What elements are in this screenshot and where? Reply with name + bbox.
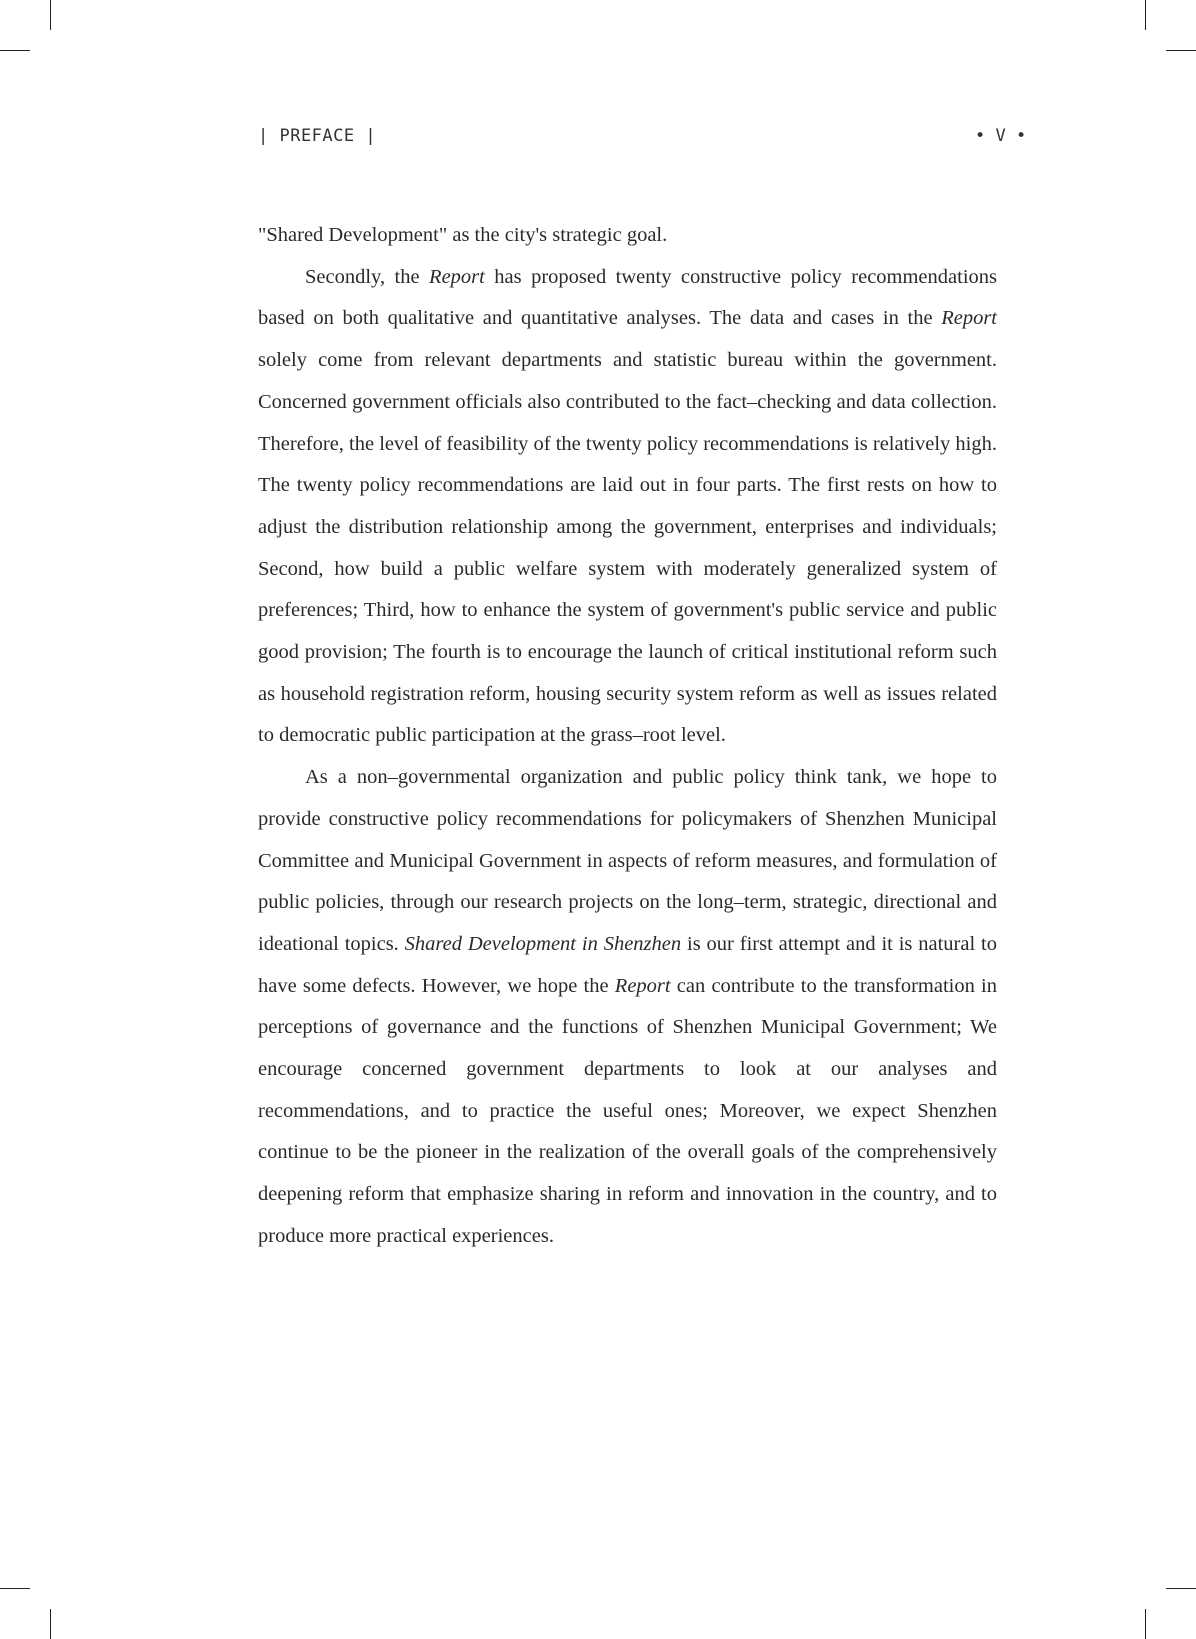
text-run: can contribute to the transformation in perceptions of governance and the functions of Shenzhen Municipal Government; We encourage concerned government departments to look at our analyses and recommendations, and to practice the useful ones; Moreover, we expect Shenzhen continue to be the pioneer in the realization of the overall goals of the comprehensively deepening reform that emphasize sharing in reform and innovation in the country, and to produce more practical experiences. (258, 974, 997, 1247)
crop-mark-top-left-horizontal (0, 50, 30, 51)
body-text (258, 215, 997, 1258)
paragraph-3 (258, 757, 997, 1257)
crop-mark-bottom-left-vertical (50, 1609, 51, 1639)
crop-mark-bottom-left-horizontal (0, 1588, 30, 1589)
text-run: Secondly, the (305, 265, 430, 288)
italic-title: Report (429, 265, 485, 288)
italic-title: Report (941, 307, 997, 330)
crop-mark-bottom-right-horizontal (1166, 1588, 1196, 1589)
crop-mark-top-right-vertical (1145, 0, 1146, 30)
running-head: | PREFACE | (258, 126, 377, 146)
paragraph-2 (258, 257, 997, 757)
page-number: • V • (975, 126, 1027, 146)
text-run: has proposed twenty constructive policy recommendations based on both qualitative and quantitative analyses. The data and cases in the (258, 265, 997, 330)
italic-title: Shared Development in Shenzhen (404, 932, 682, 955)
crop-mark-top-left-vertical (50, 0, 51, 30)
italic-title: Report (614, 974, 671, 997)
crop-mark-top-right-horizontal (1166, 50, 1196, 51)
text-run: is our first attempt and it is natural to have some defects. However, we hope the (258, 932, 997, 997)
text-run: As a non–governmental organization and public policy think tank, we hope to provide constructive policy recommendations for policymakers of Shenzhen Municipal Committee and Municipal Government in aspects of reform measures, and formulation of public policies, through our research projects on the long–term, strategic, directional and ideational topics. (258, 766, 997, 955)
paragraph-1: "Shared Development" as the city's strategic goal. (258, 224, 668, 246)
crop-mark-bottom-right-vertical (1145, 1609, 1146, 1639)
text-run: solely come from relevant departments and statistic bureau within the government. Concerned government officials also contributed to the fact–checking and data collection. Therefore, the level of feasibility of the twenty policy recommendations is relatively high. The twenty policy recommendations are laid out in four parts. The first rests on how to adjust the distribution relationship among the government, enterprises and individuals; Second, how build a public welfare system with moderately generalized system of preferences; Third, how to enhance the system of government's public service and public good provision; The fourth is to encourage the launch of critical institutional reform such as household registration reform, housing security system reform as well as issues related to democratic public participation at the grass–root level. (258, 349, 997, 747)
